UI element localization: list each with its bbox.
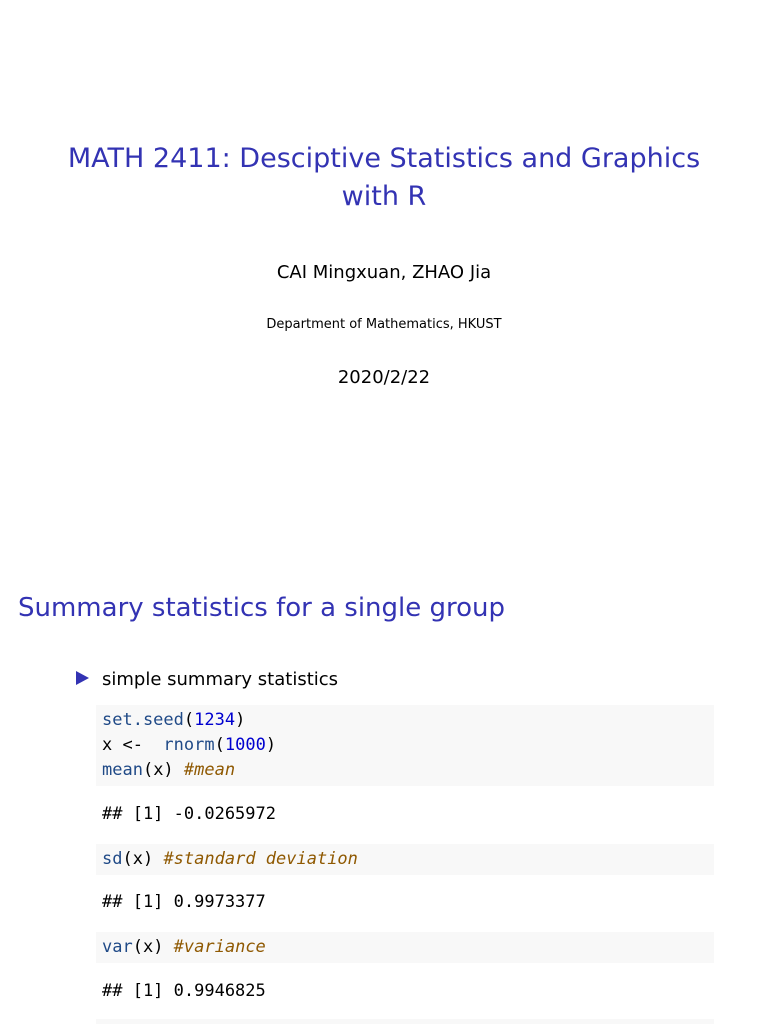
code-line [102, 733, 276, 758]
code-line [102, 847, 358, 872]
code-number: 1000 [224, 735, 266, 755]
code-function: sd [102, 849, 123, 869]
code-function: mean [102, 760, 143, 780]
bullet-triangle-icon [76, 671, 89, 685]
authors: CAI Mingxuan, ZHAO Jia [276, 262, 492, 283]
code-text: x <- [102, 735, 164, 755]
code-function: rnorm [163, 735, 215, 755]
date: 2020/2/22 [337, 367, 431, 388]
output-line: ## [1] -0.0265972 [102, 804, 276, 824]
code-text: (x) [122, 849, 164, 869]
presentation-title [0, 140, 768, 216]
output-line: ## [1] 0.9946825 [102, 981, 266, 1001]
code-function: var [102, 937, 133, 957]
title-line-1: MATH 2411: Desciptive Statistics and Graphics [67, 143, 701, 174]
title-line-2: with R [341, 181, 427, 212]
code-comment: #standard deviation [163, 849, 358, 869]
code-paren: ( [214, 735, 225, 755]
code-block-4 [96, 1019, 714, 1024]
output-line: ## [1] 0.9973377 [102, 892, 266, 912]
code-line [102, 758, 235, 783]
institute: Department of Mathematics, HKUST [266, 317, 502, 332]
code-paren: ) [265, 735, 277, 755]
code-function: set.seed [102, 710, 184, 730]
code-line [102, 708, 245, 733]
bullet-item: simple summary statistics [102, 669, 339, 690]
code-line [102, 935, 266, 960]
frame-title: Summary statistics for a single group [18, 593, 506, 623]
code-comment: #mean [183, 760, 236, 780]
code-text: (x) [132, 937, 174, 957]
code-paren: ) [235, 710, 246, 730]
code-paren: ( [183, 710, 195, 730]
code-comment: #variance [173, 937, 266, 957]
code-text: (x) [142, 760, 184, 780]
code-number: 1234 [194, 710, 236, 730]
